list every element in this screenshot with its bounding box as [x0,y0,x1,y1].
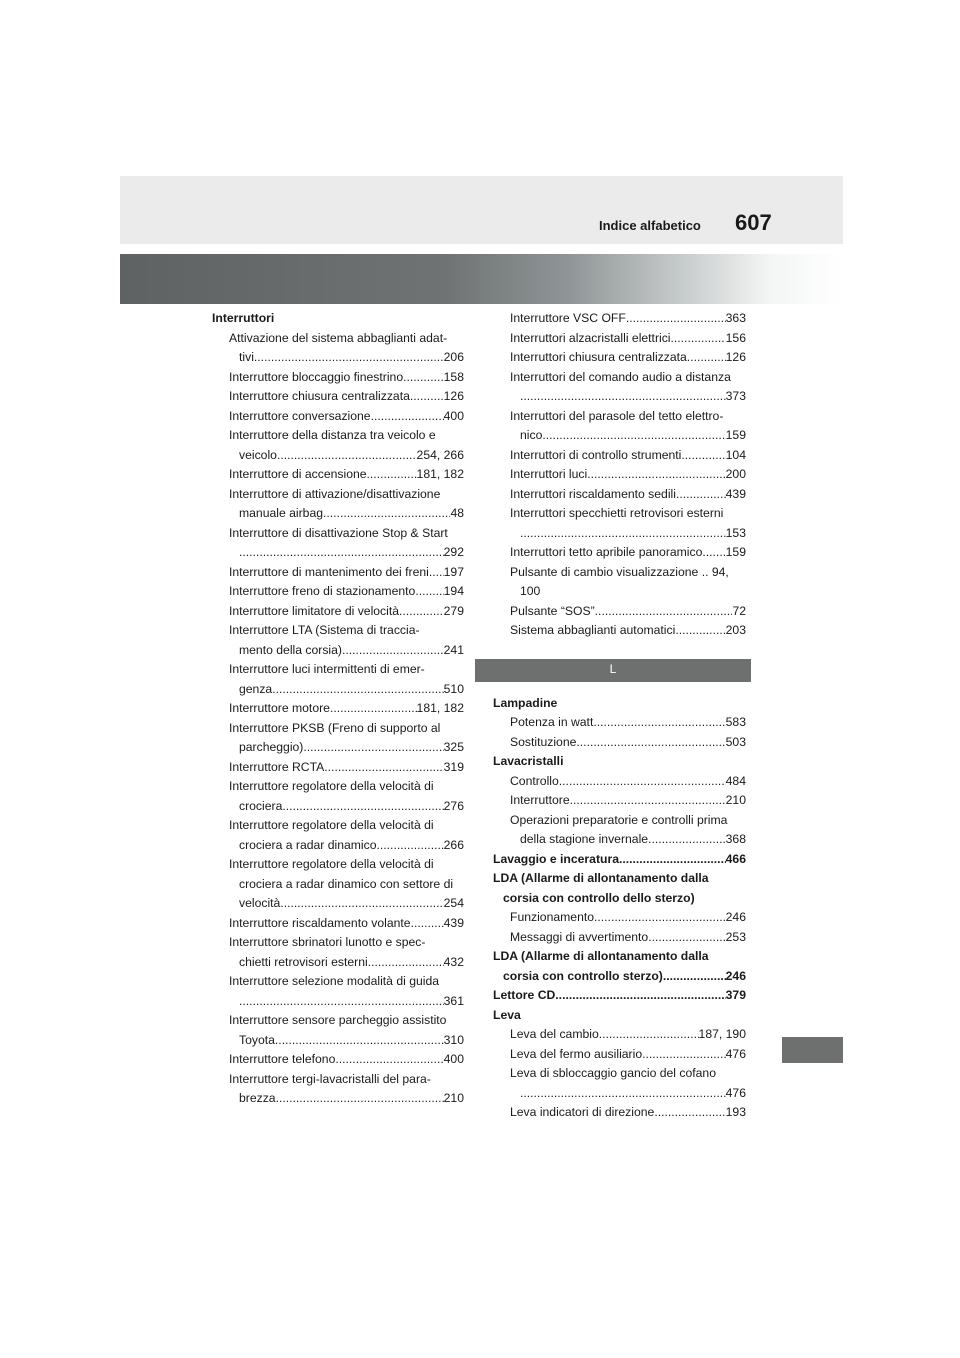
entry-text: Interruttore regolatore della velocità di [229,818,434,832]
chapter-side-tab [782,1037,843,1063]
index-entry [493,563,746,602]
leader-dots [671,329,726,349]
leader-dots [429,563,444,583]
leader-dots [403,368,444,388]
index-entry [493,368,746,407]
page-ref: 310 [443,1032,464,1047]
page-ref: 368 [725,832,746,846]
entry-text: Interruttore [510,793,570,807]
entry-text: Lettore CD [493,988,556,1002]
entry-text: Lavaggio e inceratura [493,851,619,866]
leader-dots [595,602,733,622]
index-entry [212,309,464,329]
entry-text: Interruttori del comando audio a distanza [510,369,731,384]
leader-dots [399,602,444,622]
index-entry [212,660,464,699]
page-ref: 363 [725,311,746,325]
page-ref: 181, 182 [416,467,464,481]
entry-text: Interruttori di controllo strumenti [510,447,682,462]
page-ref: 439 [443,915,464,930]
leader-dots [681,446,725,466]
leader-dots [276,1089,444,1109]
leader-dots [520,1084,726,1104]
entry-text: Messaggi di avvertimento [510,929,649,944]
entry-text: Pulsante di cambio visualizzazione .. 94, [510,564,729,579]
entry-text: Interruttore conversazione [229,408,371,423]
entry-text: Leva di sbloccaggio gancio del cofano [510,1066,716,1080]
page-ref: 153 [725,525,746,540]
index-entry [212,1050,464,1070]
leader-dots [371,407,444,427]
entry-text: Interruttori alzacristalli elettrici [510,330,671,345]
index-entry [212,621,464,660]
entry-text: Interruttori [212,311,275,325]
entry-text: chietti retrovisori esterni [239,954,368,969]
index-entry [493,908,746,928]
index-entry [212,368,464,388]
index-column-left [212,309,464,1109]
index-entry [493,446,746,466]
entry-text: Interruttore PKSB (Freno di supporto al [229,720,441,735]
section-header-l: L [475,659,751,682]
page-ref: 476 [725,1046,746,1061]
index-entry [212,465,464,485]
entry-text: Interruttore luci intermittenti di emer- [229,662,425,676]
page-ref: 400 [443,408,464,423]
index-entry [493,986,746,1006]
leader-dots [520,387,726,407]
leader-dots [239,992,444,1012]
leader-dots [687,348,726,368]
index-entry [493,713,746,733]
index-entry [493,1064,746,1103]
index-entry [212,972,464,1011]
index-entry [212,582,464,602]
entry-text: Interruttore di disattivazione Stop & Start [229,525,448,540]
entry-text: corsia con controllo sterzo) [503,968,663,983]
page-ref: 187, 190 [698,1027,746,1041]
entry-text: velocità [239,896,281,910]
entry-text: crociera a radar dinamico [239,837,377,852]
page-ref: 193 [725,1105,746,1119]
entry-text: corsia con controllo dello sterzo) [503,890,695,905]
entry-text: Interruttore selezione modalità di guida [229,974,440,988]
page-ref: 292 [443,545,464,559]
page-ref: 432 [443,954,464,969]
page-ref: 279 [443,603,464,618]
leader-dots [619,850,726,870]
page-ref: 206 [443,350,464,364]
page-ref: 156 [725,330,746,345]
entry-text: Interruttore di mantenimento dei freni [229,564,429,579]
entry-text: Interruttore telefono [229,1052,336,1066]
index-entry [493,602,746,622]
entry-text: parcheggio) [239,740,304,754]
page-ref: 510 [443,681,464,696]
entry-text: Leva indicatori di direzione [510,1105,655,1119]
leader-dots [626,309,726,329]
page-ref: 254 [443,896,464,910]
page-ref: 246 [725,910,746,924]
entry-text: Interruttore tergi-lavacristalli del para- [229,1071,431,1086]
entry-text: LDA (Allarme di allontanamento dalla [493,949,709,963]
entry-text: veicolo [239,447,277,462]
leader-dots [555,986,725,1006]
entry-text: Sistema abbaglianti automatici [510,623,676,637]
leader-dots [520,524,726,544]
index-entry [493,1103,746,1123]
entry-text: Interruttori tetto apribile panoramico [510,545,703,559]
leader-dots [675,621,725,641]
page-ref: 583 [725,715,746,729]
page-ref: 158 [443,369,464,384]
leader-dots [282,797,443,817]
index-entry [212,329,464,368]
index-entry [212,1070,464,1109]
leader-dots [323,504,450,524]
index-entry [493,850,746,870]
entry-text: Leva [493,1007,521,1022]
index-entry [493,485,746,505]
index-entry [493,791,746,811]
index-entry [212,602,464,622]
index-entry [212,563,464,583]
entry-text: Interruttore regolatore della velocità di [229,857,434,871]
index-entry [493,543,746,563]
entry-text: tivi [239,350,254,364]
entry-text: Interruttori specchietti retrovisori esterni [510,506,724,520]
page-ref: 439 [725,486,746,501]
section-title: Indice alfabetico [599,218,701,233]
index-entry [493,329,746,349]
page-ref: 484 [725,773,746,788]
entry-text: LDA (Allarme di allontanamento dalla [493,871,709,885]
entry-text: Interruttore chiusura centralizzata [229,389,410,403]
page-ref: 210 [725,793,746,807]
leader-dots [303,738,443,758]
index-entry [493,928,746,948]
entry-text: Controllo [510,773,559,788]
index-entry [493,772,746,792]
leader-dots [280,894,443,914]
entry-text: manuale airbag [239,506,324,520]
page-ref: 210 [443,1091,464,1105]
header-gradient-bar [120,254,843,304]
leader-dots [367,465,417,485]
entry-text: Lampadine [493,695,558,710]
leader-dots [330,699,417,719]
entry-text: Sostituzione [510,734,577,749]
index-entry [493,947,746,986]
index-entry [493,309,746,329]
page-ref: 181, 182 [416,701,464,715]
leader-dots [410,387,444,407]
index-entry [493,504,746,543]
entry-text: Interruttore limitatore di velocità [229,603,400,618]
entry-text: Interruttore sensore parcheggio assistito [229,1013,447,1027]
page-number: 607 [735,210,772,235]
entry-text: mento della corsia) [239,642,342,657]
page-ref: 503 [725,734,746,749]
page-ref: 400 [443,1052,464,1066]
index-entry [493,465,746,485]
page-ref: 361 [443,993,464,1008]
page-ref: 476 [725,1085,746,1100]
page-ref: 254, 266 [416,447,464,462]
index-entry [493,1045,746,1065]
page-ref: 159 [725,545,746,559]
index-entry [493,1025,746,1045]
leader-dots [648,928,725,948]
index-entry [493,621,746,641]
index-entry [212,485,464,524]
entry-text: Interruttore regolatore della velocità di [229,779,434,793]
page-ref: 246 [725,968,746,983]
index-entry [212,524,464,563]
entry-text: Interruttori luci [510,467,588,481]
page-ref: 126 [725,350,746,364]
index-entry [493,348,746,368]
index-entry [212,699,464,719]
page-ref: 126 [443,389,464,403]
page-ref: 48 [450,506,464,520]
page-ref: 466 [725,851,746,866]
leader-dots [368,953,444,973]
leader-dots [663,967,726,987]
page-ref: 200 [725,467,746,481]
leader-dots [676,485,726,505]
entry-text: Interruttore motore [229,701,330,715]
index-entry [212,816,464,855]
entry-text: Lavacristalli [493,754,564,768]
page-ref: 325 [443,740,464,754]
leader-dots [599,1025,699,1045]
page-ref: 276 [443,798,464,813]
leader-dots [593,713,725,733]
page-ref: 197 [443,564,464,579]
entry-text: Interruttore di attivazione/disattivazione [229,486,441,501]
index-entry [212,855,464,914]
index-entry [493,752,746,772]
leader-dots [559,772,726,792]
leader-dots [415,582,443,602]
entry-text: della stagione invernale [520,832,649,846]
entry-text: Toyota [239,1032,275,1047]
entry-text: Potenza in watt [510,715,594,729]
entry-text: Interruttore di accensione [229,467,367,481]
entry-text: nico [520,428,543,442]
entry-text: Interruttori riscaldamento sedili [510,486,676,501]
leader-dots [342,641,444,661]
page-ref: 379 [725,988,746,1002]
page-ref: 241 [443,642,464,657]
entry-text: Attivazione del sistema abbaglianti adat- [229,330,448,345]
index-entry [493,694,746,714]
page-ref: 72 [732,603,746,618]
index-column-right [493,309,746,1123]
leader-dots [594,908,726,928]
leader-dots [570,791,726,811]
leader-dots [335,1050,443,1070]
entry-text: Interruttori del parasole del tetto elettro- [510,408,724,423]
page-ref: 159 [725,428,746,442]
index-entry [493,869,746,908]
page-ref: 373 [725,389,746,403]
entry-text: crociera [239,798,283,813]
leader-dots [277,446,417,466]
index-entry [212,933,464,972]
page-ref: 253 [725,929,746,944]
entry-text: Interruttore LTA (Sistema di traccia- [229,623,420,637]
index-entry [212,426,464,465]
page-ref: 100 [520,584,541,598]
page-ref: 104 [725,447,746,462]
page-ref: 266 [443,837,464,852]
entry-text: genza [239,681,273,696]
leader-dots [654,1103,725,1123]
leader-dots [411,914,444,934]
leader-dots [642,1045,726,1065]
index-entry [212,1011,464,1050]
entry-text: brezza [239,1091,276,1105]
entry-text: crociera a radar dinamico con settore di [239,876,454,891]
leader-dots [254,348,444,368]
leader-dots [702,543,725,563]
leader-dots [648,830,726,850]
index-entry [212,777,464,816]
entry-text: Operazioni preparatorie e controlli prima [510,812,728,827]
index-entry [212,914,464,934]
leader-dots [272,680,443,700]
page-ref: 194 [443,584,464,598]
leader-dots [275,1031,444,1051]
entry-text: Interruttore VSC OFF [510,311,626,325]
leader-dots [587,465,725,485]
entry-text: Interruttore freno di stazionamento [229,584,416,598]
entry-text: Pulsante “SOS” [510,603,595,618]
entry-text: Interruttore bloccaggio finestrino [229,369,404,384]
leader-dots [239,543,444,563]
entry-text: Interruttore riscaldamento volante [229,915,411,930]
index-entry [493,407,746,446]
index-entry [212,758,464,778]
entry-text: Interruttore RCTA [229,759,325,774]
index-entry [493,1006,746,1026]
leader-dots [324,758,443,778]
entry-text: Interruttore sbrinatori lunotto e spec- [229,935,426,949]
page-ref: 203 [725,623,746,637]
page-ref: 319 [443,759,464,774]
index-entry [212,387,464,407]
entry-text: Interruttore della distanza tra veicolo e [229,428,436,442]
entry-text: Leva del fermo ausiliario [510,1046,643,1061]
leader-dots [576,733,725,753]
index-entry [212,407,464,427]
leader-dots [377,836,444,856]
entry-text: Interruttori chiusura centralizzata [510,350,687,364]
leader-dots [542,426,725,446]
index-entry [493,733,746,753]
entry-text: Funzionamento [510,910,595,924]
entry-text: Leva del cambio [510,1027,599,1041]
index-entry [493,811,746,850]
index-entry [212,719,464,758]
